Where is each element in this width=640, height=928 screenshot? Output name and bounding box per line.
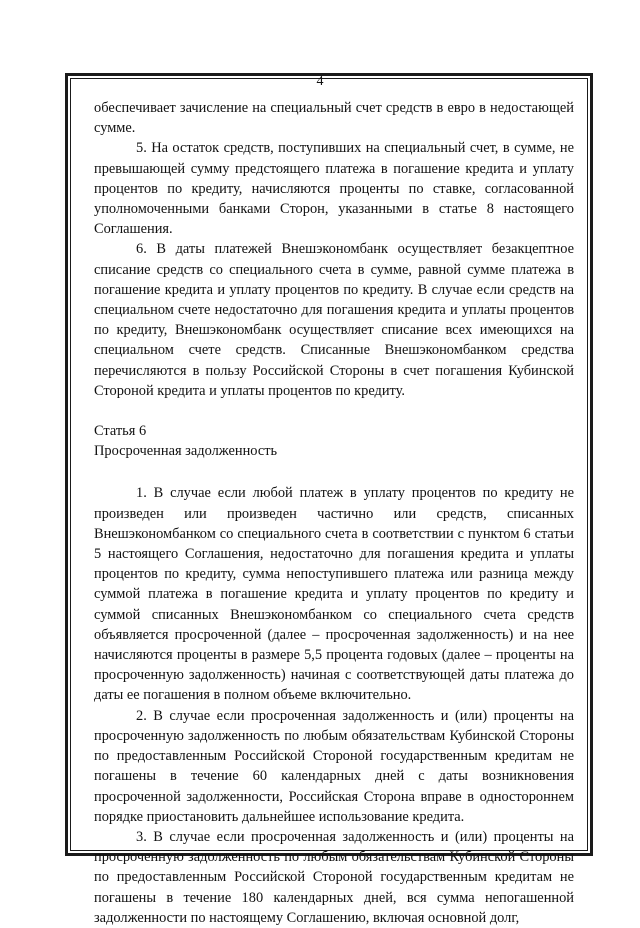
- article-paragraph-2: 2. В случае если просроченная задолженность и (или) проценты на просроченную задолженность по любым обязательствам Кубинской Стороны по предоставленным Российской Стороной государственным кредитам не погашены в течение 60 календарных дней с даты возникновения просроченной задолженности, Российская Сторона вправе в одностороннем порядке приостановить дальнейшее использование кредита.: [94, 707, 574, 825]
- paragraph-continuation: обеспечивает зачисление на специальный счет средств в евро в недостающей сумме.: [94, 100, 574, 137]
- document-body: [94, 98, 574, 928]
- page-number: 4: [316, 74, 324, 89]
- paragraph-item-5: 5. На остаток средств, поступивших на специальный счет, в сумме, не превышающей сумму предстоящего платежа в погашение кредита и уплату процентов по кредиту, начисляются проценты по ставке, согласованной уполномоченными банками Сторон, указанными в статье 8 настоящего Соглашения.: [94, 140, 574, 238]
- article-paragraph-1: 1. В случае если любой платеж в уплату процентов по кредиту не произведен или произведен частично или средств, списанных Внешэкономбанком со специального счета в соответствии с пунктом 6 статьи 5 настоящего Соглашения, недостаточно для погашения кредита и уплаты процентов по кредиту, сумма непоступившего платежа или разница между суммой платежа в погашение кредита и уплату процентов по кредиту и суммой списанных Внешэкономбанком со специального счета средств объявляется просроченной (далее – просроченная задолженность) и на нее начисляются проценты в размере 5,5 процента годовых (далее – проценты на просроченную задолженность) начиная с соответствующей даты платежа до даты ее погашения в полном объеме включительно.: [94, 485, 574, 704]
- article-paragraph-3: 3. В случае если просроченная задолженность и (или) проценты на просроченную задолженность по любым обязательствам Кубинской Стороны по предоставленным Российской Стороной государственным кредитам не погашены в течение 180 календарных дней, вся сумма непогашенной задолженности по настоящему Соглашению, включая основной долг,: [94, 828, 574, 926]
- article-title: Просроченная задолженность: [94, 443, 278, 460]
- paragraph-item-6: 6. В даты платежей Внешэкономбанк осуществляет безакцептное списание средств со специального счета в сумме, равной сумме платежа в погашение кредита и уплату процентов по кредиту. В случае если средств на специальном счете недостаточно для погашения кредита и уплаты процентов по кредиту, Внешэкономбанк осуществляет списание всех имеющихся на специальном счете средств. Списанные Внешэкономбанком средства перечисляются в пользу Российской Стороны в счет погашения Кубинской Стороной кредита и уплаты процентов по кредиту.: [94, 241, 574, 399]
- article-number: Статья 6: [94, 423, 147, 440]
- article-heading: [94, 421, 574, 461]
